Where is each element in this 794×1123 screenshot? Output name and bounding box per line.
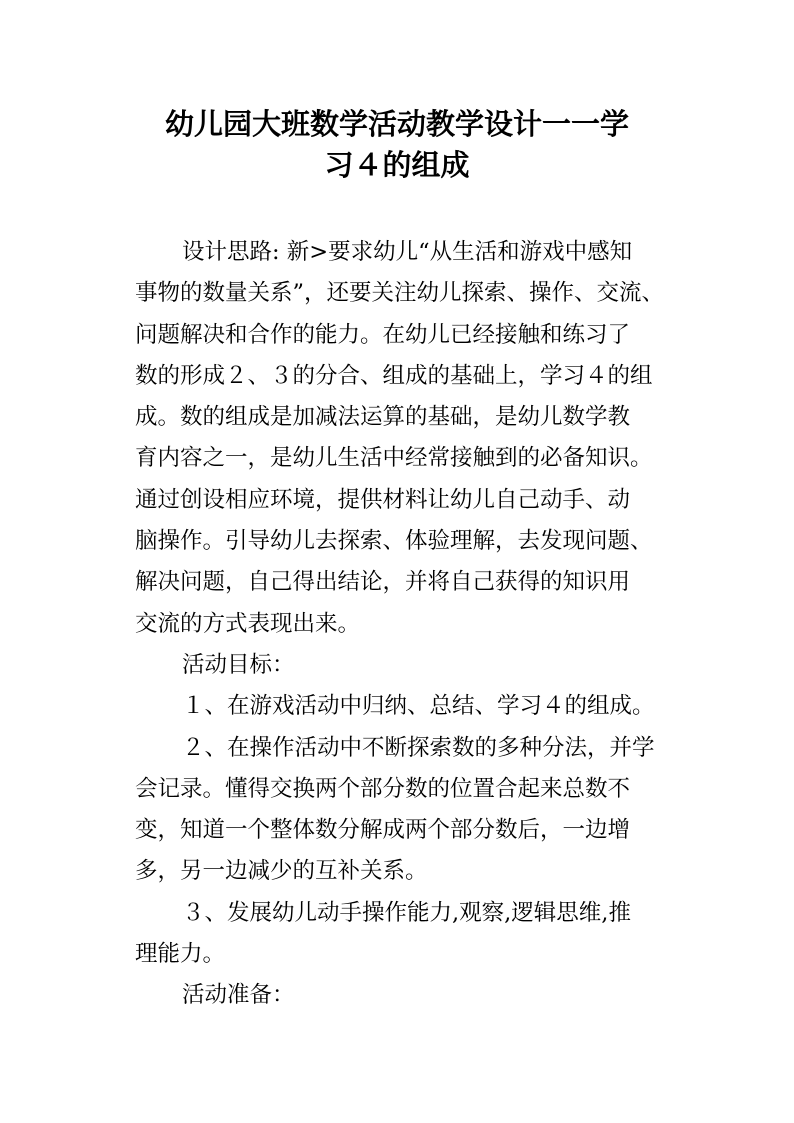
paragraph-line: 育内容之一，是幼儿生活中经常接触到的必备知识。	[135, 445, 653, 472]
list-item: ３、发展幼儿动手操作能力,观察,逻辑思维,推	[182, 899, 631, 926]
list-item: ２、在操作活动中不断探索数的多种分法，并学	[182, 734, 655, 761]
paragraph-line: 数的形成２、３的分合、组成的基础上，学习４的组	[135, 362, 653, 389]
document-body	[135, 232, 680, 1017]
section-heading: 活动准备：	[182, 982, 295, 1009]
paragraph-line: 脑操作。引导幼儿去探索、体验理解，去发现问题、	[135, 528, 653, 555]
section-heading: 活动目标：	[182, 651, 295, 678]
paragraph-line: 通过创设相应环境，提供材料让幼儿自己动手、动	[135, 486, 631, 513]
list-item: １、在游戏活动中归纳、总结、学习４的组成。	[182, 693, 655, 720]
list-item-continuation: 理能力。	[135, 941, 226, 968]
document-title-line-2: 习４的组成	[324, 148, 470, 182]
paragraph-line: 成。数的组成是加减法运算的基础，是幼儿数学教	[135, 404, 631, 431]
document-title-line-1: 幼儿园大班数学活动教学设计一一学	[164, 107, 629, 141]
list-item-continuation: 变，知道一个整体数分解成两个部分数后，一边增	[135, 817, 631, 844]
paragraph-line: 解决问题，自己得出结论，并将自己获得的知识用	[135, 569, 631, 596]
paragraph-line: 设计思路: 新>要求幼儿“从生活和游戏中感知	[182, 239, 633, 265]
paragraph-line: 问题解决和合作的能力。在幼儿已经接触和练习了	[135, 321, 631, 348]
list-item-continuation: 多，另一边减少的互补关系。	[135, 858, 428, 885]
paragraph-line: 事物的数量关系”，还要关注幼儿探索、操作、交流、	[135, 280, 665, 307]
list-item-continuation: 会记录。懂得交换两个部分数的位置合起来总数不	[135, 775, 631, 802]
paragraph-line: 交流的方式表现出来。	[135, 610, 361, 637]
